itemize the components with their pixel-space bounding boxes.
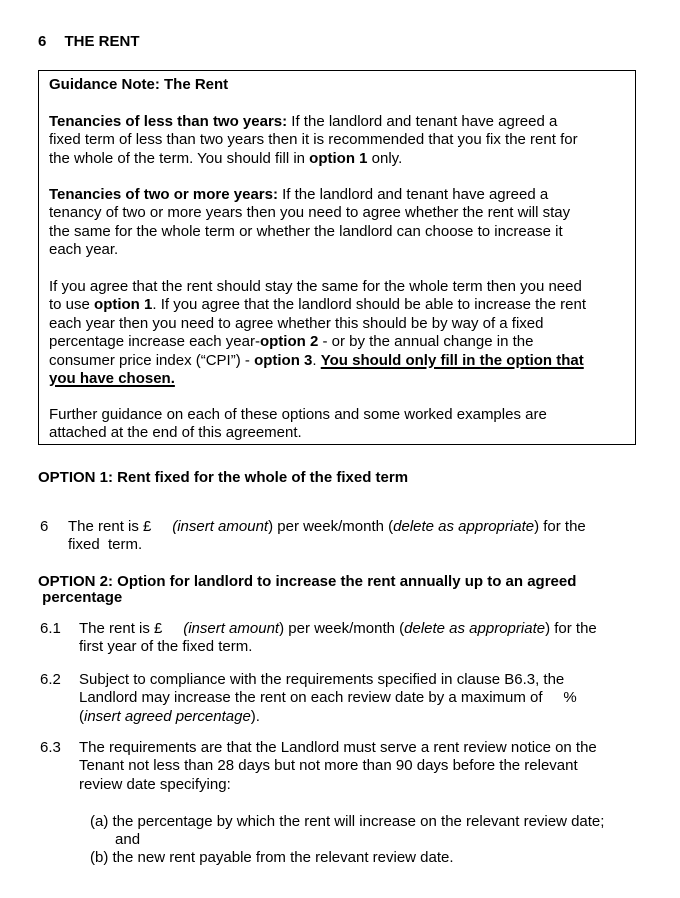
text-run: The rent is £: [68, 518, 173, 535]
text-run: ) per week/month (: [279, 620, 405, 637]
guidance-paragraph-short-tenancies: [49, 113, 578, 168]
text-line: [49, 296, 586, 314]
clause-number: 6.3: [40, 739, 61, 756]
text-line: [49, 333, 586, 351]
text-run: (b) the new rent payable from the relevant review date.: [90, 849, 454, 866]
text-run: option 1: [309, 149, 368, 167]
text-line: [49, 241, 570, 259]
text-run: . If you agree that the landlord should be able to increase the rent: [152, 296, 586, 314]
section-number: 6: [38, 33, 47, 50]
text-run: ) per week/month (: [268, 518, 394, 535]
option2-heading: [38, 574, 576, 605]
text-line: [49, 76, 228, 94]
text-line: [79, 757, 597, 775]
text-run: each year.: [49, 241, 119, 259]
text-run: (insert amount: [172, 518, 269, 535]
text-line: [79, 638, 597, 656]
text-line: [79, 739, 597, 757]
text-line: [90, 849, 454, 867]
clause-6-3-a: [90, 813, 604, 850]
text-run: You should only fill in the option that: [320, 351, 584, 369]
text-run: option 3: [254, 351, 313, 369]
text-run: (: [79, 707, 84, 725]
text-line: [49, 223, 570, 241]
text-line: [79, 708, 577, 726]
text-run: ) for the: [545, 620, 597, 637]
text-line: [68, 518, 586, 536]
text-run: If you agree that the rent should stay the same for the whole term then you need: [49, 278, 582, 295]
text-line: [90, 831, 604, 849]
text-run: Guidance Note: The Rent: [49, 76, 229, 93]
text-run: The rent is £: [79, 620, 184, 637]
guidance-paragraph-long-tenancies: [49, 186, 570, 260]
text-line: [90, 813, 604, 831]
text-line: [49, 370, 586, 388]
text-run: the whole of the term. You should fill in: [49, 149, 310, 167]
text-line: [79, 620, 597, 638]
text-run: - or by the annual change in the: [318, 333, 534, 351]
text-run: and: [90, 831, 141, 849]
text-run: ) for the: [534, 518, 586, 535]
clause-6-2: [79, 671, 577, 726]
text-run: fixed term of less than two years then it is recommended that you fix the rent for: [49, 131, 578, 149]
text-run: consumer price index (“CPI”) -: [49, 351, 255, 369]
text-run: delete as appropriate: [393, 518, 535, 535]
text-line: [79, 776, 597, 794]
text-run: Tenant not less than 28 days but not more than 90 days before the relevant: [79, 757, 578, 775]
text-run: percentage: [38, 588, 123, 606]
text-line: [49, 315, 586, 333]
section-heading: [38, 33, 140, 50]
text-run: each year then you need to agree whether this should be by way of a fixed: [49, 314, 544, 332]
text-line: [79, 689, 577, 707]
text-line: [49, 150, 578, 168]
text-run: option 1: [94, 296, 153, 314]
text-line: [38, 590, 576, 606]
text-line: [79, 671, 577, 689]
text-run: If the landlord and tenant have agreed a: [277, 186, 549, 203]
text-run: ).: [250, 707, 260, 725]
text-line: [49, 278, 586, 296]
text-run: tenancy of two or more years then you need to agree whether the rent will stay: [49, 204, 571, 222]
text-run: the same for the whole term or whether the landlord can choose to increase it: [49, 222, 563, 240]
text-line: [49, 113, 578, 131]
text-line: [49, 204, 570, 222]
option1-heading: [38, 469, 408, 487]
text-line: [49, 186, 570, 204]
text-run: .: [312, 351, 321, 369]
text-line: [38, 469, 408, 487]
clause-6-1: [79, 620, 597, 657]
text-run: delete as appropriate: [404, 620, 546, 637]
text-run: percentage increase each year-: [49, 333, 260, 351]
text-run: first year of the fixed term.: [79, 638, 253, 656]
clause-number: 6.1: [40, 620, 61, 637]
text-line: [49, 406, 547, 424]
text-run: Tenancies of two or more years:: [49, 186, 278, 203]
text-run: OPTION 2: Option for landlord to increase the rent annually up to an agreed: [38, 573, 577, 590]
text-run: fixed term.: [68, 536, 143, 554]
text-run: Tenancies of less than two years:: [49, 113, 288, 130]
guidance-paragraph-further: [49, 406, 547, 443]
clause-6-3-b: [90, 849, 454, 867]
text-run: Landlord may increase the rent on each review date by a maximum of %: [79, 689, 577, 707]
text-run: (insert amount: [183, 620, 280, 637]
text-line: [38, 574, 576, 590]
text-run: you have chosen.: [49, 369, 175, 387]
text-run: to use: [49, 296, 95, 314]
clause-number: 6.2: [40, 671, 61, 688]
guidance-title: [49, 76, 228, 94]
text-run: review date specifying:: [79, 775, 231, 793]
clause-number: 6: [40, 518, 49, 535]
text-line: [68, 536, 586, 554]
text-line: [49, 424, 547, 442]
text-run: only.: [367, 149, 403, 167]
option1-clause: [68, 518, 586, 555]
text-run: option 2: [259, 333, 319, 351]
text-run: If the landlord and tenant have agreed a: [287, 113, 558, 130]
text-run: insert agreed percentage: [84, 707, 251, 725]
text-run: Further guidance on each of these options and some worked examples are: [49, 406, 547, 423]
clause-6-3: [79, 739, 597, 794]
section-title: THE RENT: [64, 33, 140, 50]
guidance-paragraph-options: [49, 278, 586, 388]
text-run: Subject to compliance with the requirements specified in clause B6.3, the: [79, 671, 565, 688]
text-run: The requirements are that the Landlord must serve a rent review notice on the: [79, 739, 597, 756]
text-line: [49, 131, 578, 149]
text-run: attached at the end of this agreement.: [49, 424, 302, 442]
text-line: [49, 352, 586, 370]
text-run: (a) the percentage by which the rent will increase on the relevant review date;: [90, 813, 605, 830]
text-run: OPTION 1: Rent fixed for the whole of the fixed term: [38, 469, 409, 486]
